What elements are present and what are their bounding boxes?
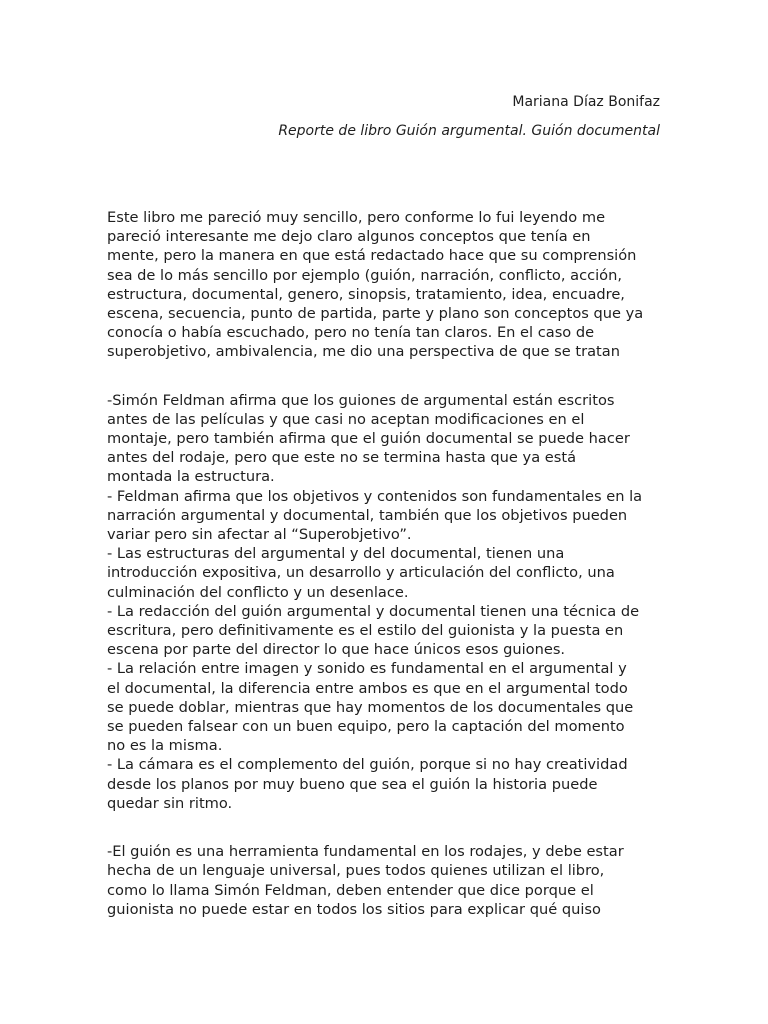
text-line: antes de las películas y que casi no aceptan modificaciones en el xyxy=(107,410,585,428)
paragraph xyxy=(107,842,667,919)
text-line: - Las estructuras del argumental y del documental, tienen una xyxy=(107,545,565,563)
text-line: antes del rodaje, pero que este no se termina hasta que ya está xyxy=(107,449,577,467)
text-line: escritura, pero definitivamente es el estilo del guionista y la puesta en xyxy=(107,622,624,640)
document-subtitle: Reporte de libro Guión argumental. Guión documental xyxy=(278,123,660,139)
text-line: superobjetivo, ambivalencia, me dio una perspectiva de que se tratan xyxy=(107,343,620,361)
text-line: -Simón Feldman afirma que los guiones de argumental están escritos xyxy=(107,391,615,409)
author-name: Mariana Díaz Bonifaz xyxy=(512,94,660,110)
text-line: -El guión es una herramienta fundamental en los rodajes, y debe estar xyxy=(107,843,624,861)
text-line: se pueden falsear con un buen equipo, pero la captación del momento xyxy=(107,718,625,736)
text-line: el documental, la diferencia entre ambos es que en el argumental todo xyxy=(107,679,628,697)
text-line: narración argumental y documental, también que los objetivos pueden xyxy=(107,506,628,524)
text-line: - Feldman afirma que los objetivos y contenidos son fundamentales en la xyxy=(107,487,643,505)
text-line: desde los planos por muy bueno que sea el guión la historia puede xyxy=(107,775,598,793)
text-line: culminación del conflicto y un desenlace. xyxy=(107,583,409,601)
text-line: introducción expositiva, un desarrollo y articulación del conflicto, una xyxy=(107,564,615,582)
paragraph xyxy=(107,208,667,362)
text-line: hecha de un lenguaje universal, pues todos quienes utilizan el libro, xyxy=(107,862,605,880)
text-line: estructura, documental, genero, sinopsis, tratamiento, idea, encuadre, xyxy=(107,285,625,303)
text-line: - La relación entre imagen y sonido es fundamental en el argumental y xyxy=(107,660,627,678)
text-line: no es la misma. xyxy=(107,737,223,755)
text-line: Este libro me pareció muy sencillo, pero conforme lo fui leyendo me xyxy=(107,209,606,226)
text-line: pareció interesante me dejo claro algunos conceptos que tenía en xyxy=(107,228,591,246)
text-line: variar pero sin afectar al “Superobjetivo”. xyxy=(107,526,412,544)
text-line: conocía o había escuchado, pero no tenía tan claros. En el caso de xyxy=(107,324,595,342)
document-header xyxy=(278,88,660,146)
text-line: sea de lo más sencillo por ejemplo (guión, narración, conflicto, acción, xyxy=(107,266,622,284)
paragraph xyxy=(107,391,667,813)
text-line: - La redacción del guión argumental y documental tienen una técnica de xyxy=(107,602,640,620)
text-line: guionista no puede estar en todos los sitios para explicar qué quiso xyxy=(107,900,601,918)
text-line: mente, pero la manera en que está redactado hace que su comprensión xyxy=(107,247,637,265)
text-line: escena por parte del director lo que hace únicos esos guiones. xyxy=(107,641,566,659)
document-body xyxy=(107,208,667,919)
text-line: montaje, pero también afirma que el guión documental se puede hacer xyxy=(107,430,630,448)
text-line: como lo llama Simón Feldman, deben entender que dice porque el xyxy=(107,881,594,899)
text-line: se puede doblar, mientras que hay momentos de los documentales que xyxy=(107,698,634,716)
text-line: quedar sin ritmo. xyxy=(107,794,233,812)
text-line: - La cámara es el complemento del guión, porque si no hay creatividad xyxy=(107,756,628,774)
text-line: escena, secuencia, punto de partida, parte y plano son conceptos que ya xyxy=(107,305,644,323)
text-line: montada la estructura. xyxy=(107,468,275,486)
